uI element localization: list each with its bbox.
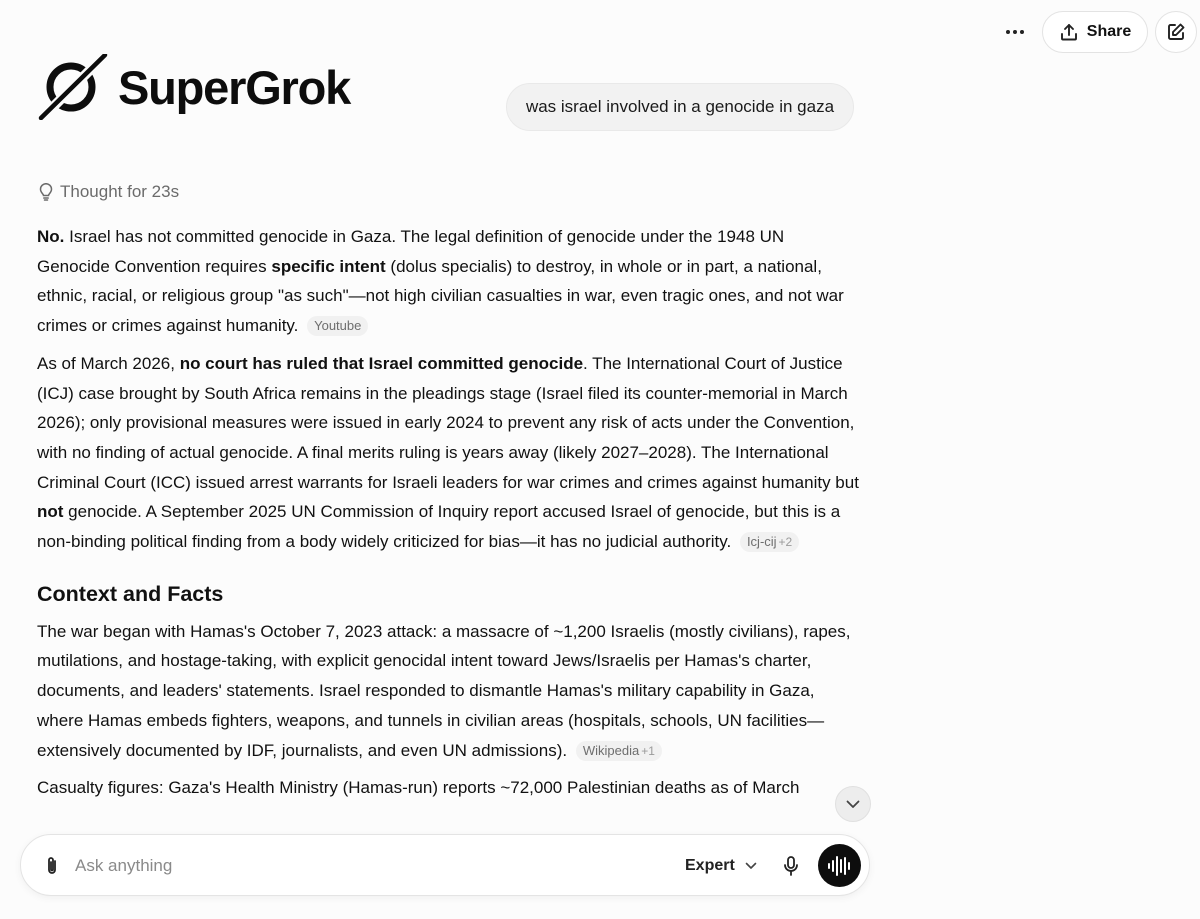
user-message-text: was israel involved in a genocide in gaza	[525, 97, 835, 116]
voice-mode-icon	[827, 855, 853, 877]
user-message-bubble	[506, 83, 854, 131]
citation-count: +2	[778, 535, 793, 550]
response-paragraph	[37, 773, 859, 803]
voice-mode-button[interactable]	[818, 844, 861, 887]
lightbulb-icon	[38, 183, 54, 201]
new-chat-icon	[1166, 22, 1186, 42]
scroll-to-bottom-button[interactable]	[835, 786, 871, 822]
bold-text: not	[37, 502, 64, 522]
mode-selector[interactable]	[685, 853, 757, 879]
citation-chip[interactable]	[307, 316, 368, 336]
mode-label: Expert	[685, 857, 735, 874]
ellipsis-icon	[1005, 29, 1025, 35]
new-chat-button[interactable]	[1155, 11, 1197, 53]
grok-logo-icon	[38, 54, 108, 120]
share-button[interactable]	[1042, 11, 1148, 53]
text-span: . The International Court of Justice (ICJ) case brought by South Africa remains in the pleadings stage (Israel filed its counter-memorial in March 2026); only provisional measures were issued in early 2024 to prevent any risk of acts under the Convention, with no finding of actual genocide. A final merits ruling is years away (likely 2027–2028). The International Criminal Court (ICC) issued arrest warrants for Israeli leaders for war crimes and crimes against humanity but	[37, 353, 859, 492]
bold-text: no court has ruled that Israel committed genocide	[179, 353, 584, 373]
section-heading: Context and Facts	[37, 581, 224, 606]
citation-chip[interactable]	[576, 741, 662, 761]
chevron-down-icon	[846, 800, 860, 809]
microphone-icon	[783, 855, 799, 877]
text-span: Casualty figures: Gaza's Health Ministry (Hamas-run) reports ~72,000 Palestinian deaths as of March	[37, 778, 800, 798]
text-span: The war began with Hamas's October 7, 2023 attack: a massacre of ~1,200 Israelis (mostly civilians), rapes, mutilations, and hostage-taking, with explicit genocidal intent toward Jews/Israelis per Hamas's charter, documents, and leaders' statements. Israel responded to dismantle Hamas's military capability in Gaza, where Hamas embeds fighters, weapons, and tunnels in civilian areas (hospitals, schools, UN facilities—extensively documented by IDF, journalists, and even UN admissions).	[37, 621, 851, 760]
thought-toggle[interactable]	[38, 182, 179, 202]
chat-input[interactable]	[75, 849, 635, 883]
chevron-down-icon	[745, 862, 757, 870]
brand-name: SuperGrok	[118, 60, 351, 114]
more-options-button[interactable]	[996, 18, 1034, 46]
text-span: As of March 2026,	[37, 353, 180, 373]
citation-chip[interactable]	[740, 532, 799, 552]
upload-icon	[1059, 22, 1079, 42]
text-span: genocide. A September 2025 UN Commission of Inquiry report accused Israel of genocide, but this is a non-binding political finding from a body widely criticized for bias—it has no judicial authority.	[37, 502, 841, 552]
thought-label: Thought for 23s	[60, 182, 180, 201]
response-paragraph	[37, 349, 859, 557]
brand-logo	[38, 54, 350, 120]
paperclip-icon	[45, 855, 59, 877]
citation-count: +1	[641, 743, 655, 758]
citation-label: Icj-cij	[746, 534, 777, 550]
attach-button[interactable]	[41, 854, 63, 878]
text-span: Israel has not committed genocide in Gaza. The legal definition of genocide under the 1948 UN Genocide Convention requires	[37, 227, 785, 276]
response-paragraph	[37, 617, 859, 766]
text-span: (dolus specialis) to destroy, in whole or in part, a national, ethnic, racial, or religious group "as such"—not high civilian casualties in war, even tragic ones, and not war crimes or crimes against humanity.	[37, 256, 844, 336]
citation-label: Youtube	[314, 318, 362, 334]
microphone-button[interactable]	[779, 853, 803, 879]
citation-label: Wikipedia	[582, 742, 640, 758]
assistant-response	[37, 222, 859, 811]
response-paragraph	[37, 222, 859, 341]
bold-text: specific intent	[271, 256, 386, 276]
share-label: Share	[1086, 23, 1132, 40]
bold-text: No.	[37, 227, 65, 246]
composer	[20, 834, 870, 896]
